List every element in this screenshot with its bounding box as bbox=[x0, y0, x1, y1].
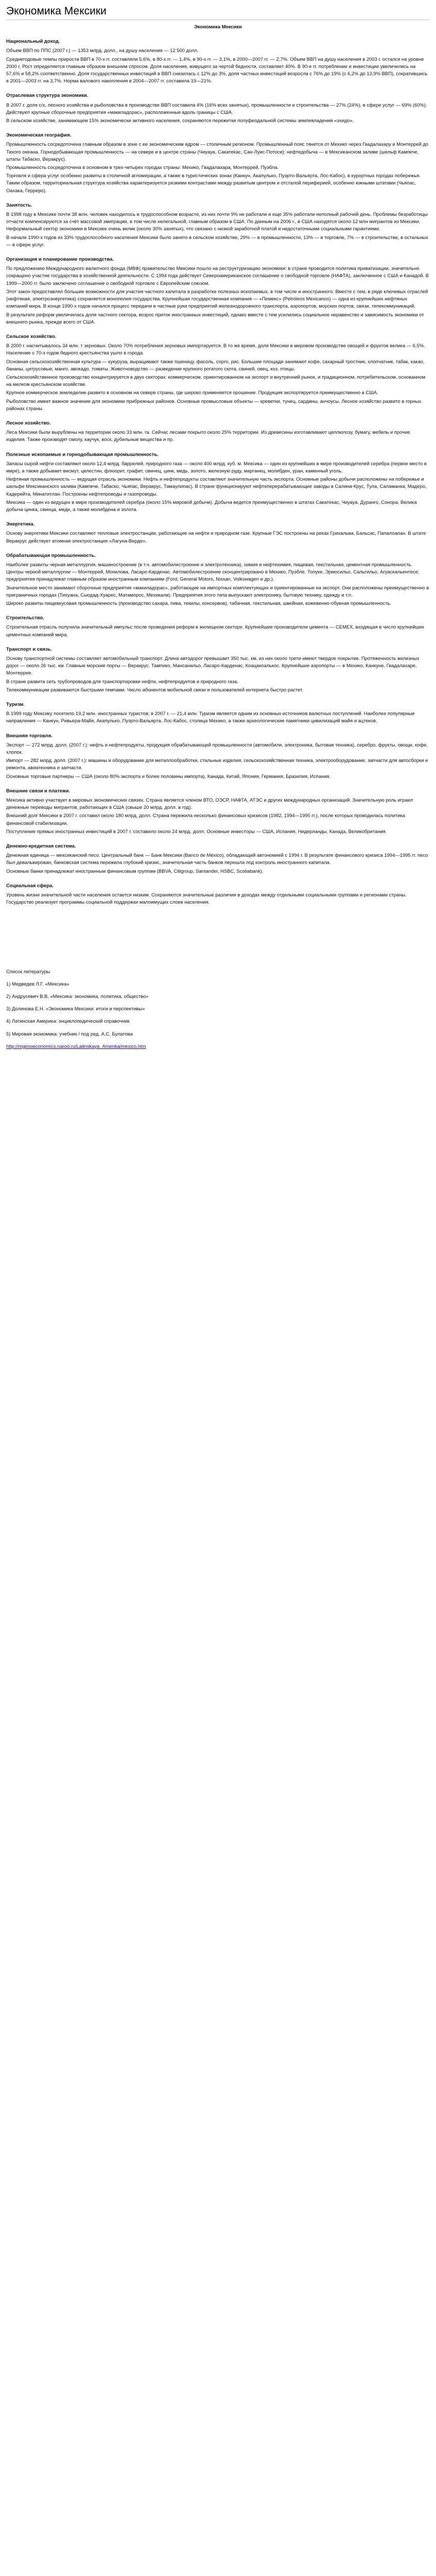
literature-item: 4) Латинская Америка: энциклопедический справочник bbox=[6, 1018, 130, 1024]
section-paragraph: В результате реформ увеличилась доля частного сектора, возрос приток иностранных инвестиций, однако вместе с тем усилились социальное неравенство и зависимость экономики от внешнего рынка, прежде всего от США. bbox=[6, 311, 424, 325]
sections bbox=[6, 92, 430, 906]
section-paragraph: Уровень жизни значительной части населения остается низким. Сохраняются значительные различия в доходах между отдельными социальными группами и регионами страны. Государство реализует программы социальной поддержки малоимущих слоев населения. bbox=[6, 892, 407, 905]
section-paragraph: Значительное место занимают сборочные предприятия «макиладорас», работающие на импортных комплектующих и ориентированные на экспорт. Они расположены преимущественно в приграничных городах (Тихуана, Сьюдад-Хуарес, Матаморос, Мехикали). Предприятия этого типа выпускают электронику, бытовую технику, одежду и т.п. bbox=[6, 584, 429, 598]
document-heading: Экономика Мексики bbox=[194, 24, 242, 29]
section-paragraph: Внешний долг Мексики в 2007 г. составил около 180 млрд. долл. Страна пережила несколько финансовых кризисов (1982, 1994—1995 гг.), после которых проводилась политика финансовой стабилизации. bbox=[6, 812, 406, 826]
section-heading: Строительство. bbox=[6, 615, 44, 621]
section-paragraph: Промышленность сосредоточена в основном в трех-четырех городах страны: Мехико, Гвадалахара, Монтеррей, Пуэбла. bbox=[6, 164, 279, 171]
section-heading: Социальная сфера. bbox=[6, 882, 54, 888]
section-paragraph: Мексика — один из ведущих в мире производителей серебра (около 15% мировой добычи). Добыча ведется преимущественно в штатах Сакатекас, Чиуауа, Дуранго, Сонора. Велика добыча цинка, свинца, меди, а также молибдена и золота. bbox=[6, 499, 417, 512]
section-heading: Внешняя торговля. bbox=[6, 732, 53, 738]
intro-paragraph: Среднегодовые темпы прироста ВВП в 70-х гг. составляли 5,6%, в 80-х гг. — 1,4%, в 90-х гг. — 3,1%, в 2000—2007 гг. — 2,7%. Объем ВВП на душу населения в 2003 г. остался на уровне 2000 г. Рост определяется главным образом внешним спросом. Доля населения, живущего за чертой бедности, составляет 40%. В 90-е гг. потребление и инвестиции увеличились на 57,6% и 58,2% соответственно. Доля государственных инвестиций в ВВП снизилась с 12% до 3%, доля частных инвестиций возросла с 76% до 19% (с 6,2% до 13,9% ВВП), сократившись в 2001—2003 гг. на 3,7%. Норма валового накопления в 2004—2007 гг. составила 19—21%. bbox=[6, 56, 428, 84]
section-paragraph: Экспорт — 272 млрд. долл. (2007 г.): нефть и нефтепродукты, продукция обрабатывающей промышленности (автомобили, электроника, бытовая техника), серебро, фрукты, овощи, кофе, хлопок. bbox=[6, 741, 428, 755]
section-paragraph: Широко развиты пищевкусовая промышленность (производство сахара, пива, текилы, консервов), табачная, текстильная, швейная, кожевенно-обувная промышленность. bbox=[6, 600, 391, 606]
literature-title: Список литературы bbox=[6, 968, 50, 974]
section-heading: Полезные ископаемые и горнодобывающая промышленность. bbox=[6, 451, 159, 457]
section-paragraph: Основу транспортной системы составляет автомобильный транспорт. Длина автодорог превышает 350 тыс. км, из них около трети имеют твердое покрытие. Протяженность железных дорог — около 26 тыс. км. Главные морские порты — Веракрус, Тампико, Мансанильо, Ласаро-Карденас, Коацакоалькос. Крупнейшие аэропорты — в Мехико, Канкуне, Гвадалахаре, Монтеррее. bbox=[6, 655, 420, 676]
source-link[interactable]: http://mgimoeconomics.narod.ru/Latinskaya_Amerika/mexico.htm bbox=[6, 1043, 146, 1049]
section-paragraph: Импорт — 282 млрд. долл. (2007 г.): машины и оборудование для металлообработки, стальные изделия, сельскохозяйственная техника, электрооборудование, запчасти для автосборки и ремонта, авиатехника и запчасти. bbox=[6, 757, 428, 771]
literature-item: 5) Мировая экономика: учебник / под ред. А.С. Булатова bbox=[6, 1030, 133, 1037]
section-heading: Отраслевая структура экономики. bbox=[6, 92, 89, 98]
section-paragraph: Промышленность сосредоточена главным образом в зоне с ее экономическим ядром — столичным регионом. Промышленный пояс тянется от Мехико через Гвадалахару и Монтеррей до Тихого океана. Горнодобывающая промышленность — на севере и в центре страны (Чиуауа, Сакатекас, Сан-Луис-Потоси); нефтедобыча — в Мексиканском заливе (шельф Кампече, штаты Табаско, Веракрус). bbox=[6, 141, 429, 162]
section-paragraph: В начале 1990-х годов из 33% трудоспособного населения Мексики было занято в сельском хозяйстве, 29% — в промышленности, 13% — в торговле, 7% — в строительстве, в остальных — в сфере услуг. bbox=[6, 234, 428, 247]
section-paragraph: В 1999 году Мексику посетило 19,2 млн. иностранных туристов; в 2007 г. — 21,4 млн. Туризм является одним из основных источников валютных поступлений. Наиболее популярные направления — Канкун, Ривьера-Майя, Акапулько, Пуэрто-Вальярта, Лос-Кабос, столица Мехико, а также археологические памятники цивилизаций майя и ацтеков. bbox=[6, 710, 415, 724]
section-heading: Внешние связи и платежи. bbox=[6, 787, 70, 793]
section-paragraph: Основная сельскохозяйственная культура — кукуруза, выращивают также пшеницу, фасоль, сорго, рис. Большие площади занимают кофе, сахарный тростник, хлопчатник, табак, какао, бананы, цитрусовые, манго, авокадо, томаты. Животноводство — разведение крупного рогатого скота, свиней, овец, коз, птицы. bbox=[6, 358, 425, 371]
section-paragraph: По предложению Международного валютного фонда (МВФ) правительство Мексики пошло на реструктуризацию экономики: в стране проводится политика приватизации, значительно сокращено участие государства в хозяйственной деятельности. С 1994 года действует Североамериканское соглашение о свободной торговле (НАФТА), заключенное с США и Канадой. В 1999—2000 гг. было заключено соглашение о свободной торговле с Европейским союзом. bbox=[6, 265, 429, 286]
section-heading: Организация и планирование производства. bbox=[6, 256, 114, 262]
section-paragraph: Основу энергетики Мексики составляют тепловые электростанции, работающие на нефти и природном газе. Крупные ГЭС построены на реках Грихальва, Бальсас, Папалоапан. В штате Веракрус действует атомная электростанция «Лагуна-Верде». bbox=[6, 530, 426, 544]
section-paragraph: Основные банки принадлежат иностранным финансовым группам (BBVA, Citigroup, Santander, HSBC, Scotiabank). bbox=[6, 868, 264, 874]
section-paragraph: В 1998 году в Мексике почти 38 млн. человек находилось в трудоспособном возрасте, из них почти 9% не работали и еще 35% работали неполный рабочий день. Проблемы безработицы отчасти компенсируются за счёт массовой эмиграции, в том числе нелегальной, главным образом в США. По данным на 2006 г., в США находятся около 12 млн мигрантов из Мексики. Неформальный сектор экономики в Мексике очень велик (около 30% занятых), что связано с низкой заработной платой и недостаточными социальными гарантиями. bbox=[6, 211, 428, 232]
section-paragraph: Поступление прямых иностранных инвестиций в 2007 г. составило около 24 млрд. долл. Основные инвесторы — США, Испания, Нидерланды, Канада, Великобритания. bbox=[6, 828, 387, 834]
document-body bbox=[6, 23, 430, 1050]
section-heading: Занятость. bbox=[6, 201, 32, 208]
section-paragraph: Строительная отрасль получила значительный импульс после проведения реформ в жилищном секторе. Крупнейшие производители цемента — CEMEX, входящая в число крупнейших цементных компаний мира. bbox=[6, 624, 425, 637]
section-heading: Транспорт и связь. bbox=[6, 646, 53, 652]
section-heading: Денежно-кредитная система. bbox=[6, 843, 76, 849]
section-heading: Экономическая география. bbox=[6, 132, 72, 138]
section-paragraph: В стране развита сеть трубопроводов для транспортировки нефти, нефтепродуктов и природного газа. bbox=[6, 678, 238, 684]
intro-paragraph: Объем ВВП по ППС (2007 г.) — 1353 млрд. долл., на душу населения — 12 500 долл. bbox=[6, 47, 199, 54]
section-paragraph: В 2007 г. доля с/х, лесного хозяйства и рыболовства в производстве ВВП составила 4% (16% всех занятых), промышленности и строительства — 27% (24%), в сфере услуг — 69% (60%). Действуют крупные сборочные предприятия «макиладорас», расположенные вдоль границы с США. bbox=[6, 101, 427, 115]
literature-item: 2) Андрусевич В.В. «Мексика: экономика, политика, общество» bbox=[6, 993, 149, 999]
section-heading: Энергетика. bbox=[6, 521, 35, 527]
section-paragraph: Наиболее развиты черная металлургия, машиностроение (в т.ч. автомобилестроение и электротехника), химия и нефтехимия, пищевая, текстильная, цементная промышленность. Центры черной металлургии — Монтеррей, Монклова, Ласаро-Карденас. Автомобилестроение сконцентрировано в Мехико, Пуэбле, Толуке, Эрмосильо, Сальтильо, Агуаскальентесе; предприятия принадлежат главным образом иностранным компаниям (Ford, General Motors, Nissan, Volkswagen и др.). bbox=[6, 561, 420, 582]
section-paragraph: В сельском хозяйстве, занимающем 15% экономически активного населения, сохраняются пережитки полуфеодальной системы землевладения «эхидо». bbox=[6, 117, 354, 124]
section-paragraph: В 2000 г. насчитывалось 34 млн. т зерновых. Около 70% потребления зерновых импортируется. В то же время, доля Мексики в мировом производстве овощей и фруктов велика — 6,5%. Население с 70-х годов бедного крестьянства ушло в города. bbox=[6, 343, 425, 356]
section-paragraph: Запасы сырой нефти составляют около 12,4 млрд. баррелей, природного газа — около 400 млрд. куб. м. Мексика — один из крупнейших в мире производителей серебра (первое место в мире), а также добывает висмут, целестин, флюорит, графит, свинец, цинк, медь, золото, железную руду, марганец, молибден, уран, каменный уголь. bbox=[6, 460, 427, 473]
section-paragraph: Рыболовство имеет важное значение для экономики прибрежных районов. Основные промысловые объекты — креветки, тунец, сардины, анчоусы. Лесное хозяйство развито в горных районах страны. bbox=[6, 398, 422, 411]
literature-list bbox=[6, 980, 430, 1038]
section-paragraph: Телекоммуникации развиваются быстрыми темпами. Число абонентов мобильной связи и пользователей интернета быстро растет. bbox=[6, 686, 303, 692]
section-paragraph: Торговля и сфера услуг особенно развиты в столичной агломерации, а также в туристических зонах (Канкун, Акапулько, Пуэрто-Вальярта, Лос-Кабос), в курортных городах побережья. Таким образом, территориальная структура хозяйства характеризуется резкими контрастами между развитым центром и отсталой периферией, особенно южными штатами (Чьяпас, Оахака, Герреро). bbox=[6, 173, 421, 193]
literature-item: 3) Долинова Е.Н. «Экономика Мексики: итоги и перспективы» bbox=[6, 1006, 145, 1012]
section-paragraph: Основные торговые партнеры — США (около 80% экспорта и более половины импорта), Канада, Китай, Япония, Германия, Бразилия, Испания. bbox=[6, 773, 331, 779]
literature-item: 1) Медведев Л.Г. «Мексика» bbox=[6, 980, 69, 987]
section-paragraph: Сельскохозяйственное производство концентрируется в двух секторах: коммерческом, ориентированном на экспорт и внутренний рынок, и традиционном, потребительском, основанном на мелком крестьянском хозяйстве. bbox=[6, 374, 426, 387]
section-paragraph: Денежная единица — мексиканский песо. Центральный банк — Банк Мексики (Banco de México), обладающий автономией с 1994 г. В результате финансового кризиса 1994—1995 гг. песо был девальвирован, банковская система пережила глубокий кризис, значительная часть банков перешла под контроль иностранного капитала. bbox=[6, 852, 428, 866]
literature-section bbox=[6, 968, 430, 1050]
intro-heading: Национальный доход. bbox=[6, 38, 60, 44]
section-heading: Обрабатывающая промышленность. bbox=[6, 552, 96, 558]
intro-paragraphs bbox=[6, 47, 430, 84]
section-heading: Туризм. bbox=[6, 701, 25, 707]
section-paragraph: Этот закон предоставлял большие возможности для участия частного капитала в разработке полезных ископаемых, в том числе и иностранного. Вместе с тем, в ряде ключевых отраслей (нефтяная, электроэнергетика) сохраняется монополия государства. Крупнейшая государственная компания — «Пемекс» (Petróleos Mexicanos) — одна из крупнейших нефтяных компаний мира. В конце 1990-х годов начался процесс передачи в частные руки предприятий железнодорожного транспорта, аэропортов, морских портов, связи, телекоммуникаций. bbox=[6, 288, 428, 309]
section-paragraph: Мексика активно участвует в мировых экономических связях. Страна является членом ВТО, ОЭСР, НАФТА, АТЭС и других международных организаций. Значительную роль играют денежные переводы мигрантов, работающих в США (свыше 20 млрд. долл. в год). bbox=[6, 797, 413, 810]
section-heading: Сельское хозяйство. bbox=[6, 333, 57, 339]
page-title: Экономика Мексики bbox=[6, 5, 430, 20]
section-paragraph: Леса Мексики были вырублены на территории около 33 млн. га. Сейчас лесами покрыто около 25% территории. Из древесины изготавливают целлюлозу, бумагу, мебель и прочие изделия. Также производят смолу, каучук, воск, дубильные вещества и пр. bbox=[6, 429, 410, 443]
section-paragraph: Нефтяная промышленность — ведущая отрасль экономики. Нефть и нефтепродукты составляют значительную часть экспорта. Основные районы добычи расположены на побережье и шельфе Мексиканского залива (Кампече, Табаско, Чьяпас, Веракрус, Тамаулипас). В стране функционируют нефтеперерабатывающие заводы в Салина-Крус, Тула, Саламанка, Мадеро, Кадерейта, Минатитлан. Построены нефтепроводы и газопроводы. bbox=[6, 476, 427, 497]
section-heading: Лесное хозяйство. bbox=[6, 419, 51, 426]
section-paragraph: Крупное коммерческое земледелие развито в основном на севере страны, где широко применяется орошение. Продукция экспортируется преимущественно в США. bbox=[6, 389, 378, 396]
page bbox=[0, 0, 436, 1059]
